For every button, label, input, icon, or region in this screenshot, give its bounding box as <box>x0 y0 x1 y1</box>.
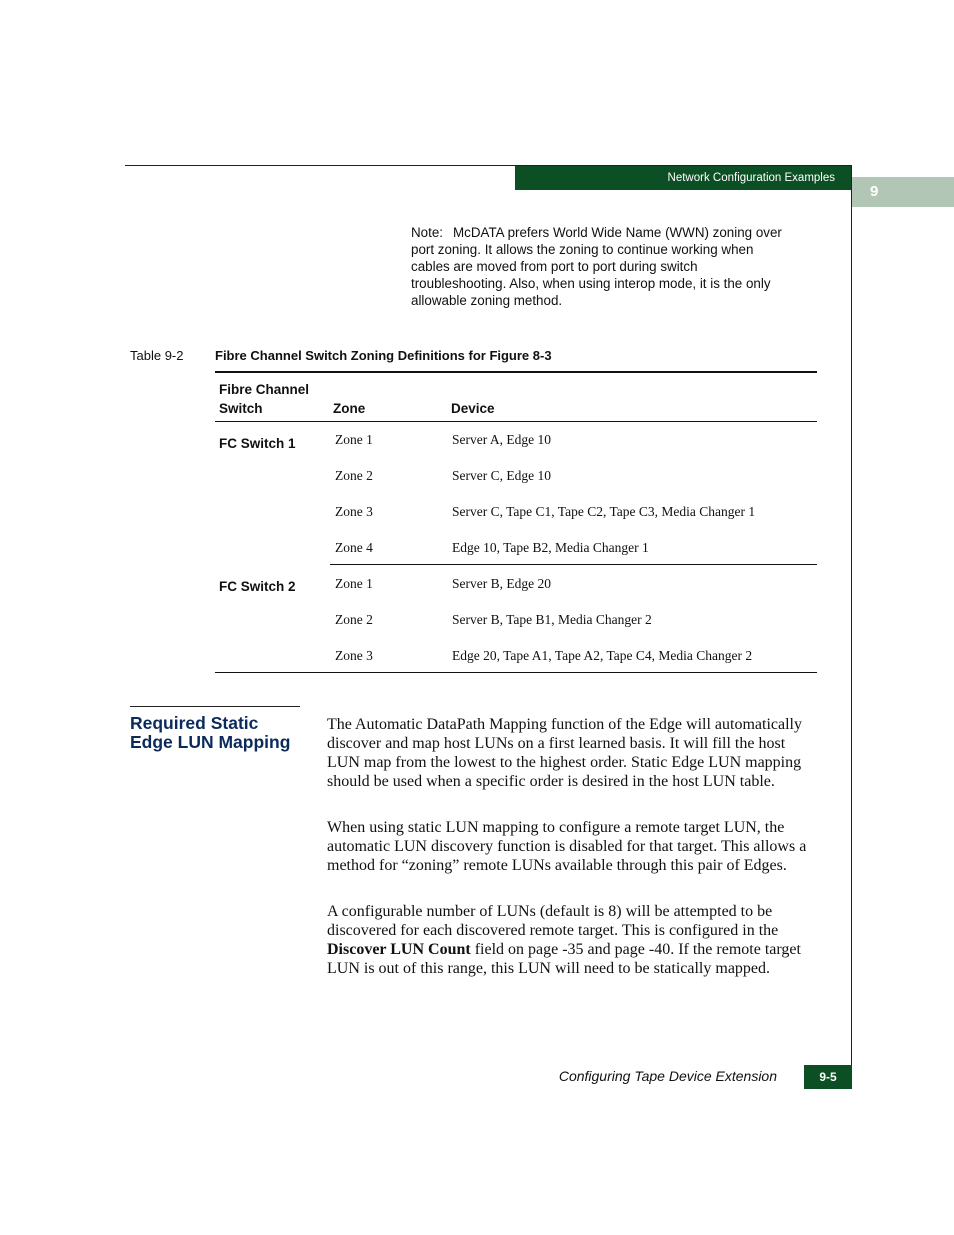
table-number: Table 9-2 <box>130 348 184 363</box>
switch-label: FC Switch 2 <box>219 579 296 594</box>
table-bottom-rule <box>215 672 817 673</box>
table-top-rule <box>215 371 817 373</box>
body-paragraph: When using static LUN mapping to configure a remote target LUN, the automatic LUN discovery function is disabled for that target. This allows a method for “zoning” remote LUNs available through this pair of Edges. <box>327 819 807 874</box>
body-paragraph <box>327 902 807 978</box>
device-cell: Server A, Edge 10 <box>452 432 551 447</box>
device-cell: Server C, Tape C1, Tape C2, Tape C3, Media Changer 1 <box>452 504 756 519</box>
table-header-rule <box>215 421 817 422</box>
table-caption <box>130 348 552 363</box>
device-cell: Edge 20, Tape A1, Tape A2, Tape C4, Media Changer 2 <box>452 648 753 663</box>
column-header-switch <box>219 380 309 418</box>
device-cell: Server B, Edge 20 <box>452 576 551 591</box>
table-title: Fibre Channel Switch Zoning Definitions for Figure 8-3 <box>215 348 552 363</box>
column-header-switch-line2: Switch <box>219 401 263 416</box>
section-heading <box>130 714 305 752</box>
paragraph-text: field on page -35 and page -40. If the remote target LUN is out of this range, this LUN will need to be statically mapped. <box>327 941 801 977</box>
zone-cell: Zone 3 <box>335 504 373 519</box>
body-paragraph: The Automatic DataPath Mapping function of the Edge will automatically discover and map host LUNs on a first learned basis. It will fill the host LUN map from the lowest to the highest order. Static Edge LUN mapping should be used when a specific order is desired in the host LUN table. <box>327 716 802 790</box>
zone-cell: Zone 4 <box>335 540 373 555</box>
zone-cell: Zone 2 <box>335 612 373 627</box>
paragraph-text: A configurable number of LUNs (default is 8) will be attempted to be discovered for each discovered remote target. This is configured in the <box>327 903 779 939</box>
running-header: Network Configuration Examples <box>515 166 851 190</box>
zone-cell: Zone 1 <box>335 576 373 591</box>
device-cell: Server B, Tape B1, Media Changer 2 <box>452 612 652 627</box>
footer-title: Configuring Tape Device Extension <box>558 1068 777 1084</box>
note-block <box>411 224 791 309</box>
note-text: McDATA prefers World Wide Name (WWN) zoning over port zoning. It allows the zoning to continue working when cables are moved from port to port during switch troubleshooting. Also, when using interop mode, it is the only allowable zoning method. <box>411 225 782 308</box>
group-divider <box>330 564 817 565</box>
zone-cell: Zone 1 <box>335 432 373 447</box>
zone-cell: Zone 2 <box>335 468 373 483</box>
column-header-switch-line1: Fibre Channel <box>219 382 310 397</box>
margin-rule <box>851 165 852 1089</box>
chapter-tab: 9 <box>852 177 954 207</box>
column-header-device: Device <box>451 401 495 416</box>
column-header-zone: Zone <box>333 401 366 416</box>
note-label: Note: <box>411 225 444 240</box>
section-heading-line1: Required Static <box>130 713 259 733</box>
section-heading-line2: Edge LUN Mapping <box>130 732 291 752</box>
device-cell: Server C, Edge 10 <box>452 468 551 483</box>
device-cell: Edge 10, Tape B2, Media Changer 1 <box>452 540 649 555</box>
zone-cell: Zone 3 <box>335 648 373 663</box>
switch-label: FC Switch 1 <box>219 436 296 451</box>
section-rule <box>130 706 300 707</box>
field-name: Discover LUN Count <box>327 941 471 958</box>
page-number: 9-5 <box>804 1065 852 1089</box>
